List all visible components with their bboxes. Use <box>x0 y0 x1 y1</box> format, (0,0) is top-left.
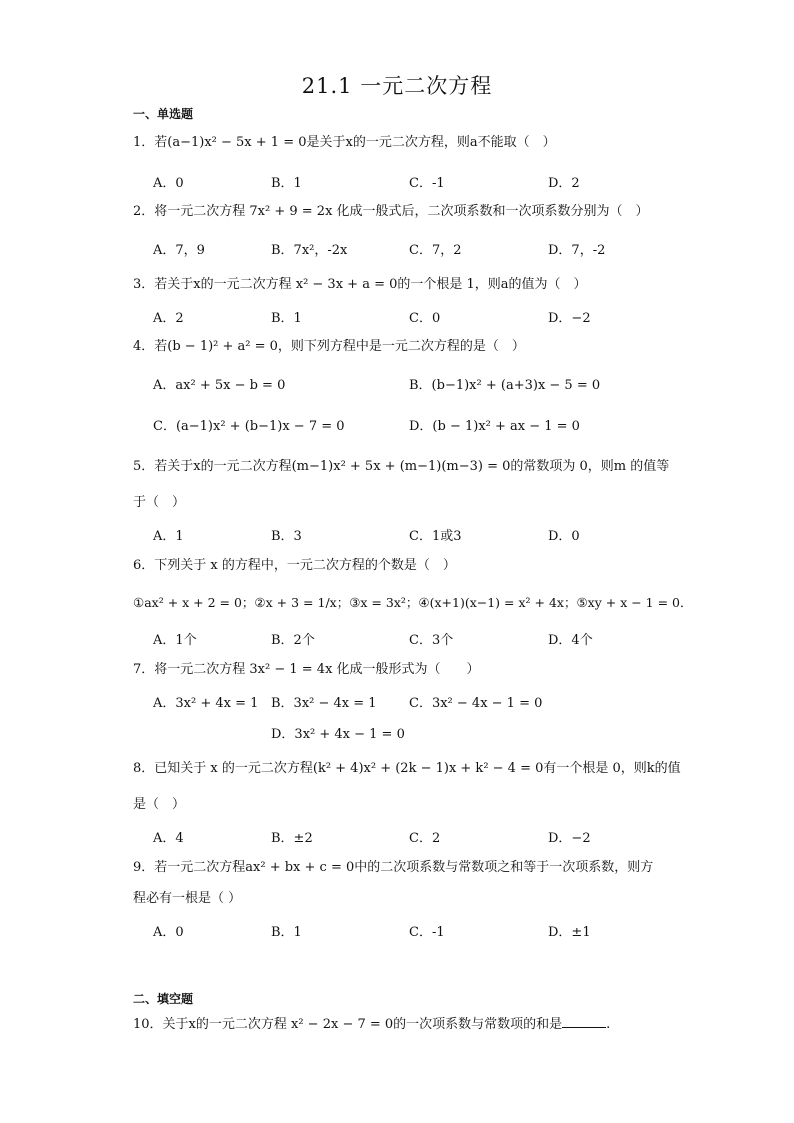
question-4-text: 4．若(b − 1)² + a² = 0，则下列方程中是一元二次方程的是（ ） <box>133 339 525 354</box>
question-8-options <box>153 827 673 845</box>
section-heading-fill-in: 二、填空题 <box>133 992 194 1006</box>
section-heading-single-choice: 一、单选题 <box>133 107 194 121</box>
option-b: B．1 <box>271 311 302 326</box>
option-b: B．7x²，-2x <box>271 243 348 258</box>
option-d: D．(b − 1)x² + ax − 1 = 0 <box>409 419 580 434</box>
question-8-line-1: 8．已知关于 x 的一元二次方程(k² + 4)x² + (2k − 1)x + k² − 4 = 0有一个根是 0，则k的值 <box>133 761 681 776</box>
option-a: A．1个 <box>153 633 197 648</box>
question-1-options <box>153 172 673 190</box>
option-c: C．3个 <box>409 633 454 648</box>
question-7-text: 7．将一元二次方程 3x² − 1 = 4x 化成一般形式为（ ） <box>133 662 480 677</box>
option-b: B．±2 <box>271 831 313 846</box>
question-10-text: 10．关于x的一元二次方程 x² − 2x − 7 = 0的一次项系数与常数项的和是 <box>133 1017 563 1032</box>
option-c: C．(a−1)x² + (b−1)x − 7 = 0 <box>153 419 345 434</box>
option-d: D．4个 <box>548 633 593 648</box>
question-6-options <box>153 629 673 647</box>
option-a: A．0 <box>153 176 184 191</box>
question-5-line-2: 于（ ） <box>133 495 186 510</box>
question-10 <box>133 1015 663 1034</box>
option-d: D．3x² + 4x − 1 = 0 <box>271 727 405 742</box>
question-8-line-2: 是（ ） <box>133 797 186 812</box>
page-title: 21.1 一元二次方程 <box>301 74 493 98</box>
question-9-line-1: 9．若一元二次方程ax² + bx + c = 0中的二次项系数与常数项之和等于一次项系数，则方 <box>133 860 654 875</box>
option-a: A．3x² + 4x = 1 <box>153 696 259 711</box>
option-c: C．1或3 <box>409 529 462 544</box>
question-4-options-row1 <box>153 374 673 392</box>
question-3-text: 3．若关于x的一元二次方程 x² − 3x + a = 0的一个根是 1，则a的值为（ ） <box>133 277 587 292</box>
option-d: D．0 <box>548 529 580 544</box>
option-a: A．4 <box>153 831 184 846</box>
question-6-text: 6．下列关于 x 的方程中，一元二次方程的个数是（ ） <box>133 558 456 573</box>
question-9-options <box>153 921 673 939</box>
question-1-text: 1．若(a−1)x² − 5x + 1 = 0是关于x的一元二次方程，则a不能取（ ） <box>133 135 556 150</box>
option-b: B．(b−1)x² + (a+3)x − 5 = 0 <box>409 378 601 393</box>
option-c: C．-1 <box>409 925 445 940</box>
question-5-options <box>153 525 673 543</box>
option-c: C．3x² − 4x − 1 = 0 <box>409 696 543 711</box>
question-7-options-row1 <box>153 692 673 710</box>
question-2-text: 2．将一元二次方程 7x² + 9 = 2x 化成一般式后，二次项系数和一次项系数分别为（ ） <box>133 204 649 219</box>
question-6-equation-list: ①ax² + x + 2 = 0；②x + 3 = 1/x；③x = 3x²；④(x+1)(x−1) = x² + 4x；⑤xy + x − 1 = 0． <box>133 595 693 610</box>
option-c: C．7，2 <box>409 243 462 258</box>
option-a: A．7，9 <box>153 243 205 258</box>
option-a: A．0 <box>153 925 184 940</box>
option-b: B．1 <box>271 925 302 940</box>
question-5-line-1: 5．若关于x的一元二次方程(m−1)x² + 5x + (m−1)(m−3) = 0的常数项为 0，则m 的值等 <box>133 459 670 474</box>
option-d: D．−2 <box>548 311 591 326</box>
option-a: A．ax² + 5x − b = 0 <box>153 378 286 393</box>
option-b: B．1 <box>271 176 302 191</box>
question-3-options <box>153 307 673 325</box>
answer-blank <box>562 1015 606 1028</box>
question-9-line-2: 程必有一根是（ ） <box>133 891 242 906</box>
option-a: A．2 <box>153 311 184 326</box>
option-d: D．7，-2 <box>548 243 606 258</box>
option-d: D．−2 <box>548 831 591 846</box>
option-c: C．2 <box>409 831 441 846</box>
option-c: C．-1 <box>409 176 445 191</box>
option-d: D．2 <box>548 176 580 191</box>
option-b: B．3x² − 4x = 1 <box>271 696 377 711</box>
option-a: A．1 <box>153 529 184 544</box>
option-b: B．3 <box>271 529 302 544</box>
option-b: B．2个 <box>271 633 315 648</box>
option-d: D．±1 <box>548 925 591 940</box>
question-10-suffix: . <box>606 1017 611 1032</box>
question-7-options-row2 <box>153 723 673 741</box>
option-c: C．0 <box>409 311 441 326</box>
question-2-options <box>153 239 673 257</box>
question-4-options-row2 <box>153 415 673 433</box>
